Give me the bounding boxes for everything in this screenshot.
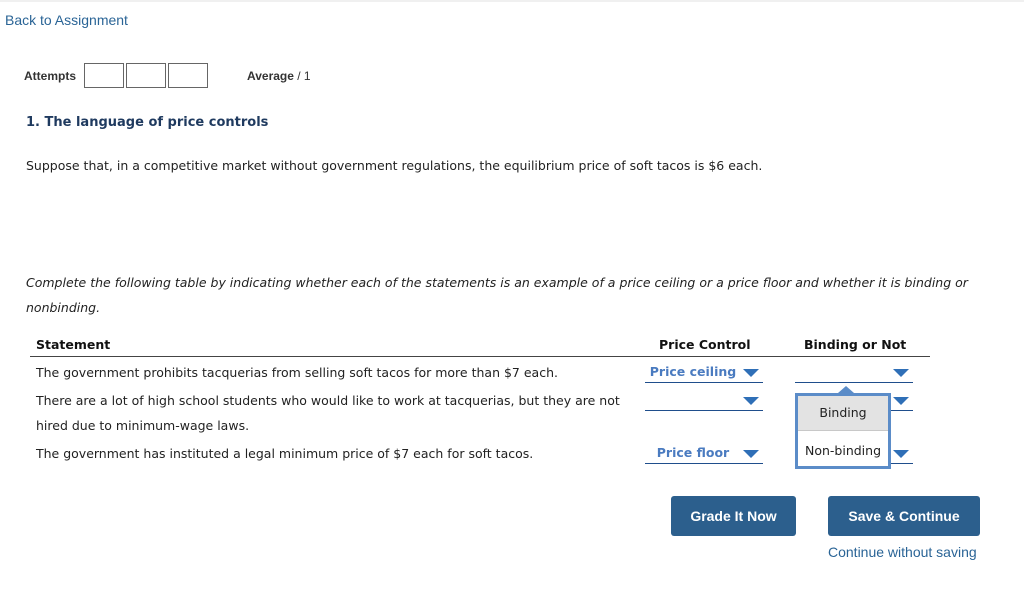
table-row-statement: There are a lot of high school students who would like to work at tacquerias, but they are not hired due to minimum-wage laws. [36, 393, 620, 433]
question-instructions: Complete the following table by indicating whether each of the statements is an example of a price ceiling or a price floor and whether it is binding or nonbinding. [26, 275, 968, 315]
binding-dropdown[interactable] [795, 363, 913, 383]
average-label: Average [247, 69, 294, 83]
binding-options-popup [795, 393, 891, 469]
price-control-dropdown[interactable] [645, 363, 763, 383]
option-non-binding[interactable]: Non-binding [804, 443, 882, 458]
header-statement: Statement [36, 337, 111, 352]
dropdown-value: Price floor [656, 445, 730, 460]
table-row-statement: The government has instituted a legal minimum price of $7 each for soft tacos. [36, 446, 534, 461]
question-title: 1. The language of price controls [26, 115, 269, 130]
average-score [247, 69, 311, 83]
chevron-down-icon [893, 369, 909, 377]
table-row-statement: The government prohibits tacquerias from selling soft tacos for more than $7 each. [36, 365, 558, 380]
grade-it-now-button[interactable]: Grade It Now [671, 496, 796, 536]
dropdown-value: Price ceiling [649, 364, 737, 379]
question-scenario: Suppose that, in a competitive market without government regulations, the equilibrium price of soft tacos is $6 each. [26, 158, 763, 173]
option-binding[interactable]: Binding [798, 396, 888, 431]
header-price-control: Price Control [659, 337, 751, 352]
table-header-rule [30, 356, 930, 357]
chevron-down-icon [743, 369, 759, 377]
price-control-dropdown[interactable] [645, 444, 763, 464]
save-and-continue-button[interactable]: Save & Continue [828, 496, 980, 536]
chevron-down-icon [893, 450, 909, 458]
continue-without-saving-link[interactable]: Continue without saving [828, 544, 977, 560]
attempts-label: Attempts [24, 69, 77, 83]
average-value: / 1 [297, 69, 311, 83]
chevron-down-icon [743, 397, 759, 405]
chevron-down-icon [743, 450, 759, 458]
attempt-box [84, 63, 124, 88]
price-control-dropdown[interactable] [645, 391, 763, 411]
chevron-down-icon [893, 397, 909, 405]
header-binding: Binding or Not [804, 337, 907, 352]
back-to-assignment-link[interactable]: Back to Assignment [5, 12, 128, 28]
attempt-box [168, 63, 208, 88]
caret-up-icon [838, 386, 854, 393]
attempt-box [126, 63, 166, 88]
